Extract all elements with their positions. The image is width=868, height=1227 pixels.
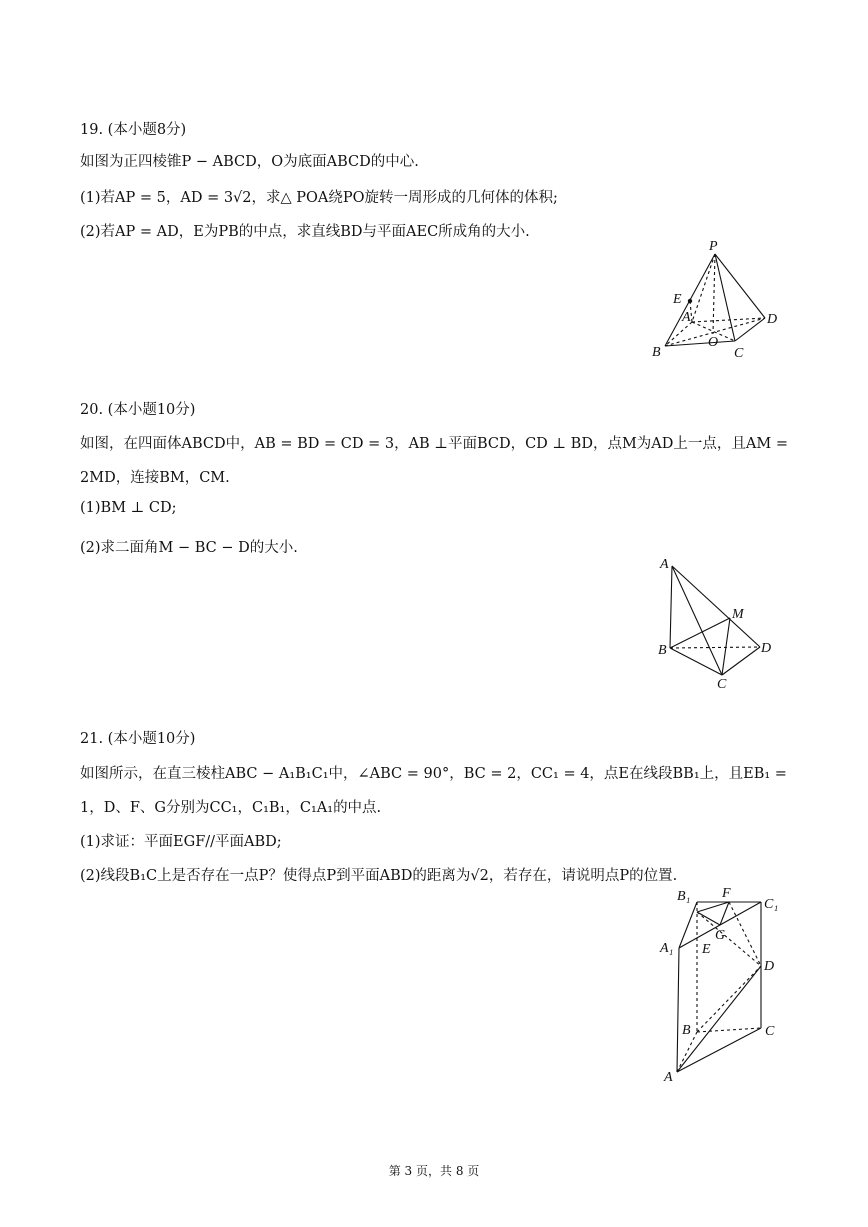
problem-21-statement-1: 如图所示，在直三棱柱ABC − A₁B₁C₁中，∠ABC = 90°，BC = 2，CC₁ = 4，点E在线段BB₁上，且EB₁ = (80, 766, 787, 782)
label-B: B (658, 643, 667, 658)
label-C: C (765, 1024, 775, 1039)
label-A: A (660, 557, 669, 572)
label-C: C (717, 677, 727, 690)
label-E: E (702, 942, 711, 957)
label-B: B (652, 345, 661, 360)
problem-19-part1: (1)若AP = 5，AD = 3√2，求△ POA绕PO旋转一周形成的几何体的体积; (80, 190, 558, 206)
problem-20-header: 20. (本小题10分) (80, 402, 196, 418)
label-E: E (673, 292, 682, 307)
problem-21-part2: (2)线段B₁C上是否存在一点P？使得点P到平面ABD的距离为√2，若存在，请说明点P的位置. (80, 868, 678, 884)
label-C1: C₁ (764, 897, 779, 912)
label-D: D (761, 641, 772, 656)
label-D: D (764, 959, 775, 974)
label-D: D (767, 312, 778, 327)
label-A1: A₁ (660, 941, 674, 956)
label-B1: B₁ (677, 889, 691, 904)
prism-figure (650, 882, 790, 1092)
label-P: P (709, 239, 718, 254)
problem-21-part1: (1)求证：平面EGF//平面ABD; (80, 834, 282, 850)
label-M: M (732, 607, 744, 622)
page-footer: 第 3 页，共 8 页 (388, 1164, 480, 1178)
problem-19-part2: (2)若AP = AD，E为PB的中点，求直线BD与平面AEC所成角的大小. (80, 224, 530, 240)
label-B: B (682, 1023, 691, 1038)
problem-21-header: 21. (本小题10分) (80, 731, 196, 747)
label-A: A (682, 310, 691, 325)
problem-20-part2: (2)求二面角M − BC − D的大小. (80, 540, 298, 556)
problem-20-statement-1: 如图，在四面体ABCD中，AB = BD = CD = 3，AB ⊥平面BCD，CD ⊥ BD，点M为AD上一点，且AM = (80, 436, 788, 452)
tetrahedron-figure (650, 550, 780, 690)
problem-21-statement-2: 1，D、F、G分别为CC₁，C₁B₁，C₁A₁的中点. (80, 800, 382, 816)
problem-19-header: 19. (本小题8分) (80, 122, 187, 138)
label-G: G (715, 928, 726, 943)
label-A: A (664, 1070, 673, 1085)
label-F: F (722, 886, 731, 901)
label-O: O (708, 335, 719, 350)
problem-19-statement: 如图为正四棱锥P − ABCD，O为底面ABCD的中心. (80, 154, 419, 170)
label-C: C (734, 346, 744, 361)
problem-20-part1: (1)BM ⊥ CD; (80, 500, 177, 516)
pyramid-figure (640, 236, 790, 366)
problem-20-statement-2: 2MD，连接BM，CM. (80, 470, 230, 486)
